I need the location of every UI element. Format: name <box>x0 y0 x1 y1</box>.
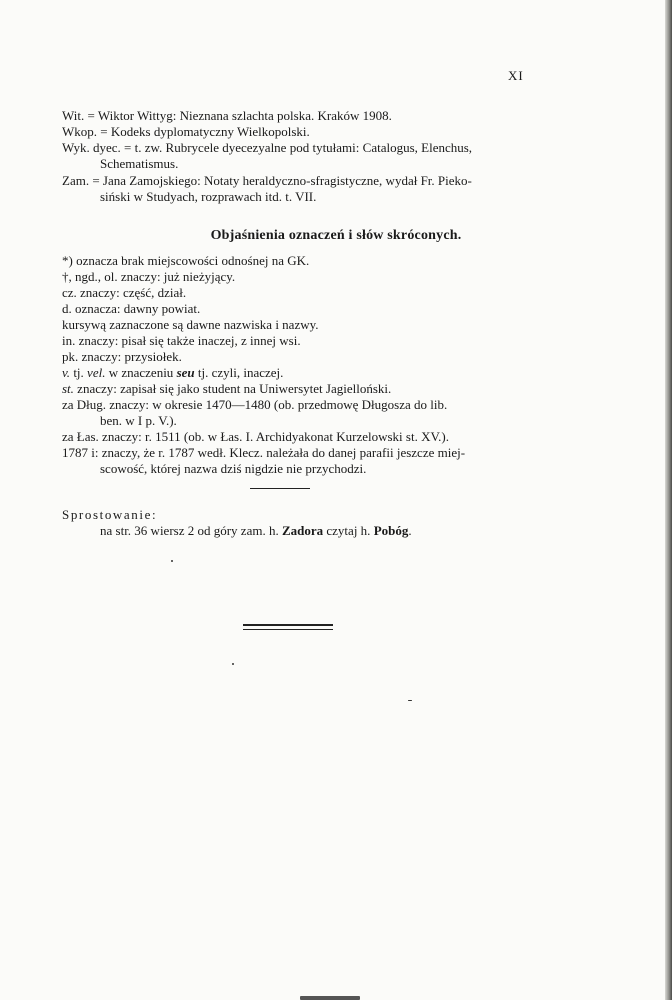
explanation-line: in. znaczy: pisał się także inaczej, z innej wsi. <box>62 333 301 348</box>
explanation-line: za Łas. znaczy: r. 1511 (ob. w Łas. I. Archidyakonat Kurzelowski st. XV.). <box>62 429 450 444</box>
italic-term: seu <box>176 365 195 380</box>
abbreviation-text: Kodeks dyplomatyczny Wielkopolski. <box>110 124 310 139</box>
abbreviation-text: Wiktor Wittyg: Nieznana szlachta polska. Kraków 1908. <box>97 108 392 123</box>
abbreviation-continuation: Schematismus. <box>100 156 179 171</box>
divider <box>250 488 310 489</box>
explanation-line <box>62 381 391 397</box>
abbreviation-text: t. zw. Rubrycele dyecezyalne pod tytułami: Catalogus, Elenchus, <box>134 140 473 155</box>
abbreviation-continuation: siński w Studyach, rozprawach itd. t. VII. <box>100 189 317 204</box>
explanation-line: d. oznacza: dawny powiat. <box>62 301 201 316</box>
explanation-line: za Dług. znaczy: w okresie 1470—1480 (ob. przedmowę Długosza do lib. <box>62 397 448 412</box>
print-speck <box>408 700 412 701</box>
print-speck <box>232 663 234 665</box>
closing-rule <box>243 624 333 626</box>
errata-text-part: czytaj h. <box>323 523 374 538</box>
closing-rule <box>243 629 333 630</box>
abbreviation-key: Wkop. = <box>62 124 108 139</box>
italic-term: st. <box>62 381 74 396</box>
explanation-line: *) oznacza brak miejscowości odnośnej na GK. <box>62 253 310 268</box>
abbreviation-key: Zam. = <box>62 173 100 188</box>
page-number: XI <box>508 68 524 83</box>
explanation-continuation: ben. w I p. V.). <box>100 413 177 428</box>
errata-correct-name: Pobóg <box>373 523 409 538</box>
explanation-text: tj. <box>70 365 88 380</box>
section-heading: Objaśnienia oznaczeń i słów skróconych. <box>210 228 462 243</box>
abbreviation-key: Wyk. dyec. = <box>62 140 132 155</box>
errata-wrong-name: Zadora <box>281 523 324 538</box>
italic-term: v. <box>62 365 71 380</box>
errata-title: Sprostowanie: <box>62 507 158 522</box>
abbreviation-entry-zam <box>62 173 472 189</box>
explanation-text: tj. czyli, inaczej. <box>194 365 284 380</box>
errata-text-part: . <box>408 523 412 538</box>
abbreviation-text: Jana Zamojskiego: Notaty heraldyczno-sfragistyczne, wydał Fr. Pieko- <box>102 173 472 188</box>
explanation-line: †, ngd., ol. znaczy: już nieżyjący. <box>62 269 236 284</box>
errata-text <box>100 523 412 539</box>
explanation-text: znaczy: zapisał się jako student na Uniwersytet Jagielloński. <box>73 381 392 396</box>
italic-term: vel. <box>87 365 106 380</box>
abbreviation-entry-wit <box>62 108 392 124</box>
explanation-line: kursywą zaznaczone są dawne nazwiska i nazwy. <box>62 317 319 332</box>
abbreviation-entry-wyk-dyec <box>62 140 472 156</box>
explanation-line: cz. znaczy: część, dział. <box>62 285 187 300</box>
errata-text-part: na str. 36 wiersz 2 od góry zam. h. <box>100 523 282 538</box>
abbreviation-entry-wkop <box>62 124 310 140</box>
explanation-line <box>62 365 283 381</box>
page-edge-shadow <box>665 0 672 1000</box>
print-speck <box>171 560 173 562</box>
explanation-continuation: scowość, której nazwa dziś nigdzie nie przychodzi. <box>100 461 367 476</box>
explanation-line: 1787 i: znaczy, że r. 1787 wedł. Klecz. należała do danej parafii jeszcze miej- <box>62 445 466 460</box>
explanation-line: pk. znaczy: przysiołek. <box>62 349 182 364</box>
explanation-text: w znaczeniu <box>105 365 177 380</box>
abbreviation-key: Wit. = <box>62 108 95 123</box>
bottom-edge-mark <box>300 996 360 1000</box>
